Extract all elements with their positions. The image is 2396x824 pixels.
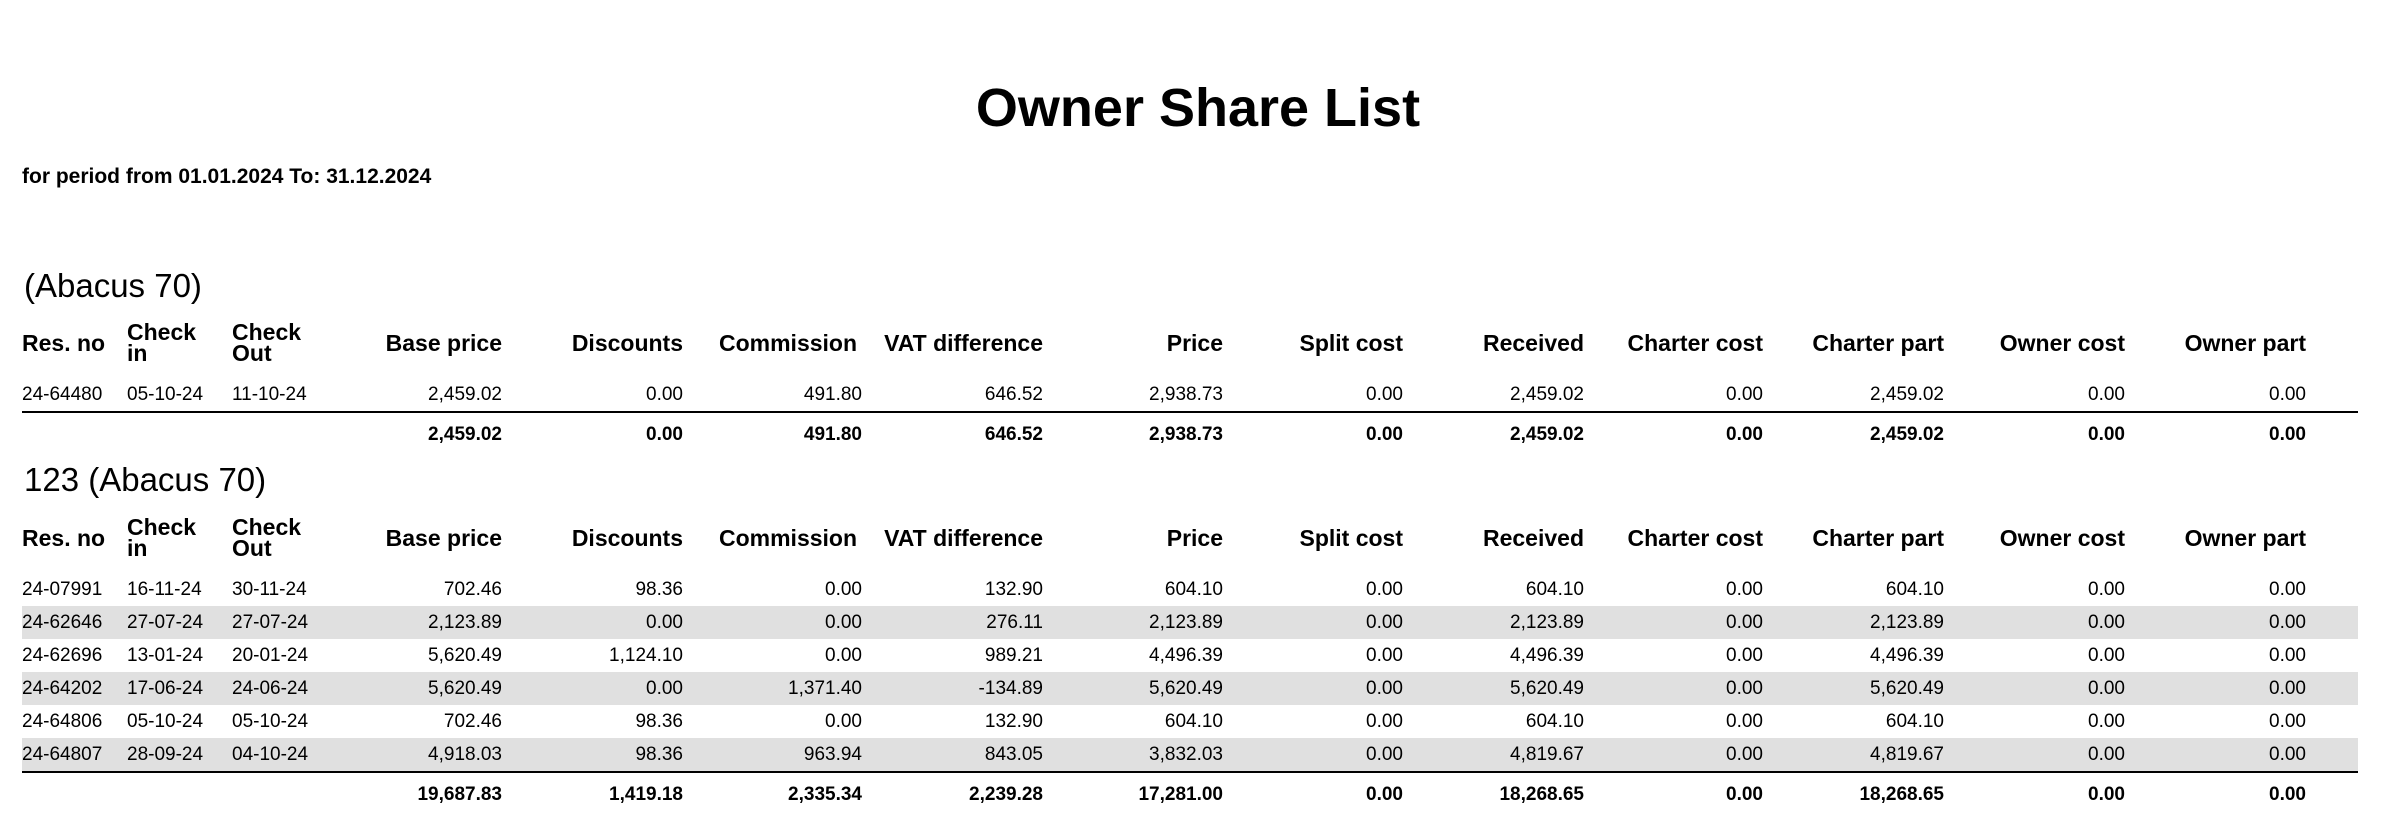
cell-price: 3,832.03 <box>1149 744 1223 765</box>
cell-charter-cost: 0.00 <box>1726 612 1763 633</box>
cell-check-in: 16-11-24 <box>127 579 202 600</box>
cell-split-cost: 0.00 <box>1366 612 1403 633</box>
col-check-in-line2: in <box>127 340 148 366</box>
cell-check-out: 05-10-24 <box>232 711 309 732</box>
cell-price: 2,123.89 <box>1149 612 1223 633</box>
cell-base-price: 702.46 <box>443 711 502 732</box>
cell-res-no: 24-64202 <box>22 678 103 699</box>
cell-commission: 491.80 <box>803 384 862 405</box>
col-charter-cost: Charter cost <box>1627 525 1763 551</box>
cell-price: 5,620.49 <box>1149 678 1223 699</box>
col-received: Received <box>1482 330 1584 356</box>
cell-check-in: 28-09-24 <box>127 744 204 765</box>
cell-price: 604.10 <box>1164 579 1223 600</box>
cell-owner-part: 0.00 <box>2269 744 2306 765</box>
table-header <box>22 319 2358 378</box>
total-split-cost: 0.00 <box>1366 424 1403 445</box>
col-charter-part: Charter part <box>1812 330 1944 356</box>
col-charter-part: Charter part <box>1812 525 1944 551</box>
cell-check-in: 13-01-24 <box>127 645 204 666</box>
total-owner-cost: 0.00 <box>2088 424 2125 445</box>
cell-discounts: 98.36 <box>635 711 683 732</box>
cell-received: 4,819.67 <box>1510 744 1584 765</box>
totals-row <box>22 413 2358 455</box>
cell-split-cost: 0.00 <box>1366 711 1403 732</box>
cell-vat-difference: 132.90 <box>984 711 1043 732</box>
cell-received: 2,459.02 <box>1510 384 1584 405</box>
cell-owner-part: 0.00 <box>2269 384 2306 405</box>
total-charter-cost: 0.00 <box>1726 784 1763 805</box>
cell-charter-part: 604.10 <box>1885 711 1944 732</box>
col-check-out-line1: Check <box>232 319 302 345</box>
col-commission: Commission <box>719 330 858 356</box>
group-title: (Abacus 70) <box>24 267 202 304</box>
cell-base-price: 2,123.89 <box>428 612 502 633</box>
total-commission: 491.80 <box>803 424 862 445</box>
cell-received: 4,496.39 <box>1510 645 1584 666</box>
col-charter-cost: Charter cost <box>1627 330 1763 356</box>
cell-owner-part: 0.00 <box>2269 579 2306 600</box>
cell-received: 604.10 <box>1525 711 1584 732</box>
cell-charter-cost: 0.00 <box>1726 678 1763 699</box>
col-owner-cost: Owner cost <box>1999 330 2125 356</box>
cell-owner-cost: 0.00 <box>2088 579 2125 600</box>
col-split-cost: Split cost <box>1299 525 1403 551</box>
cell-charter-cost: 0.00 <box>1726 579 1763 600</box>
cell-received: 2,123.89 <box>1510 612 1584 633</box>
cell-discounts: 1,124.10 <box>609 645 683 666</box>
cell-charter-part: 2,123.89 <box>1870 612 1944 633</box>
cell-price: 2,938.73 <box>1149 384 1223 405</box>
cell-check-out: 27-07-24 <box>232 612 309 633</box>
total-received: 18,268.65 <box>1499 784 1584 805</box>
cell-check-in: 27-07-24 <box>127 612 204 633</box>
total-split-cost: 0.00 <box>1366 784 1403 805</box>
col-check-in-line1: Check <box>127 319 197 345</box>
cell-res-no: 24-62646 <box>22 612 103 633</box>
cell-charter-cost: 0.00 <box>1726 711 1763 732</box>
cell-owner-cost: 0.00 <box>2088 612 2125 633</box>
col-check-in-line2: in <box>127 535 148 561</box>
table-row <box>22 378 2358 411</box>
col-commission: Commission <box>719 525 858 551</box>
cell-owner-cost: 0.00 <box>2088 645 2125 666</box>
cell-base-price: 4,918.03 <box>428 744 502 765</box>
report-period: for period from 01.01.2024 To: 31.12.2024 <box>22 165 432 188</box>
total-charter-cost: 0.00 <box>1726 424 1763 445</box>
cell-discounts: 98.36 <box>635 579 683 600</box>
group-table <box>22 319 2358 455</box>
total-vat-difference: 646.52 <box>984 424 1043 445</box>
cell-base-price: 5,620.49 <box>428 678 502 699</box>
cell-discounts: 0.00 <box>646 384 683 405</box>
total-vat-difference: 2,239.28 <box>969 784 1043 805</box>
cell-charter-part: 604.10 <box>1885 579 1944 600</box>
col-check-out-line2: Out <box>232 340 272 366</box>
cell-base-price: 702.46 <box>443 579 502 600</box>
cell-owner-part: 0.00 <box>2269 612 2306 633</box>
table-row <box>22 705 2358 738</box>
cell-discounts: 98.36 <box>635 744 683 765</box>
cell-charter-cost: 0.00 <box>1726 645 1763 666</box>
group-table <box>22 514 2358 815</box>
col-check-in <box>127 514 197 561</box>
cell-discounts: 0.00 <box>646 612 683 633</box>
cell-vat-difference: -134.89 <box>978 678 1043 699</box>
cell-vat-difference: 276.11 <box>986 612 1043 633</box>
cell-commission: 0.00 <box>825 711 862 732</box>
cell-received: 5,620.49 <box>1510 678 1584 699</box>
cell-charter-part: 4,819.67 <box>1870 744 1944 765</box>
cell-res-no: 24-64807 <box>22 744 103 765</box>
cell-owner-cost: 0.00 <box>2088 744 2125 765</box>
cell-commission: 0.00 <box>825 612 862 633</box>
cell-res-no: 24-07991 <box>22 579 103 600</box>
cell-charter-part: 4,496.39 <box>1870 645 1944 666</box>
total-owner-part: 0.00 <box>2269 784 2306 805</box>
cell-check-out: 04-10-24 <box>232 744 309 765</box>
col-base-price: Base price <box>385 525 502 551</box>
total-base-price: 2,459.02 <box>428 424 502 445</box>
cell-split-cost: 0.00 <box>1366 384 1403 405</box>
group-title: 123 (Abacus 70) <box>24 461 267 498</box>
cell-check-in: 05-10-24 <box>127 384 204 405</box>
cell-received: 604.10 <box>1525 579 1584 600</box>
cell-split-cost: 0.00 <box>1366 645 1403 666</box>
cell-base-price: 5,620.49 <box>428 645 502 666</box>
total-charter-part: 18,268.65 <box>1859 784 1944 805</box>
cell-split-cost: 0.00 <box>1366 744 1403 765</box>
table-row <box>22 573 2358 606</box>
cell-res-no: 24-64806 <box>22 711 103 732</box>
total-charter-part: 2,459.02 <box>1870 424 1944 445</box>
cell-charter-part: 2,459.02 <box>1870 384 1944 405</box>
col-owner-cost: Owner cost <box>1999 525 2125 551</box>
cell-base-price: 2,459.02 <box>428 384 502 405</box>
cell-commission: 0.00 <box>825 645 862 666</box>
cell-charter-cost: 0.00 <box>1726 384 1763 405</box>
cell-commission: 1,371.40 <box>788 678 862 699</box>
cell-check-in: 05-10-24 <box>127 711 204 732</box>
cell-owner-cost: 0.00 <box>2088 678 2125 699</box>
table-header <box>22 514 2358 573</box>
cell-check-in: 17-06-24 <box>127 678 204 699</box>
col-vat-difference: VAT difference <box>884 330 1043 356</box>
col-vat-difference: VAT difference <box>884 525 1043 551</box>
cell-commission: 963.94 <box>803 744 862 765</box>
report-title: Owner Share List <box>975 78 1421 138</box>
table-row <box>22 606 2358 639</box>
col-discounts: Discounts <box>571 525 683 551</box>
col-base-price: Base price <box>385 330 502 356</box>
cell-vat-difference: 132.90 <box>984 579 1043 600</box>
col-check-out-line1: Check <box>232 514 302 540</box>
col-res-no: Res. no <box>22 525 106 551</box>
cell-check-out: 30-11-24 <box>232 579 307 600</box>
total-owner-part: 0.00 <box>2269 424 2306 445</box>
cell-vat-difference: 989.21 <box>984 645 1043 666</box>
col-check-in-line1: Check <box>127 514 197 540</box>
col-price: Price <box>1166 525 1223 551</box>
cell-owner-cost: 0.00 <box>2088 711 2125 732</box>
cell-check-out: 20-01-24 <box>232 645 309 666</box>
cell-vat-difference: 646.52 <box>984 384 1043 405</box>
col-check-out <box>232 514 302 561</box>
cell-check-out: 24-06-24 <box>232 678 309 699</box>
col-split-cost: Split cost <box>1299 330 1403 356</box>
col-check-out-line2: Out <box>232 535 272 561</box>
cell-res-no: 24-64480 <box>22 384 103 405</box>
cell-split-cost: 0.00 <box>1366 678 1403 699</box>
col-discounts: Discounts <box>571 330 683 356</box>
cell-owner-part: 0.00 <box>2269 645 2306 666</box>
col-res-no: Res. no <box>22 330 106 356</box>
totals-row <box>22 773 2358 815</box>
cell-owner-part: 0.00 <box>2269 711 2306 732</box>
total-owner-cost: 0.00 <box>2088 784 2125 805</box>
cell-price: 4,496.39 <box>1149 645 1223 666</box>
cell-vat-difference: 843.05 <box>984 744 1043 765</box>
table-row <box>22 738 2358 771</box>
col-price: Price <box>1166 330 1223 356</box>
col-check-out <box>232 319 302 366</box>
total-discounts: 1,419.18 <box>609 784 683 805</box>
total-commission: 2,335.34 <box>788 784 862 805</box>
cell-check-out: 11-10-24 <box>232 384 307 405</box>
cell-split-cost: 0.00 <box>1366 579 1403 600</box>
table-row <box>22 672 2358 705</box>
cell-owner-cost: 0.00 <box>2088 384 2125 405</box>
table-row <box>22 639 2358 672</box>
cell-price: 604.10 <box>1164 711 1223 732</box>
col-owner-part: Owner part <box>2184 525 2306 551</box>
cell-charter-cost: 0.00 <box>1726 744 1763 765</box>
col-check-in <box>127 319 197 366</box>
total-base-price: 19,687.83 <box>417 784 502 805</box>
total-received: 2,459.02 <box>1510 424 1584 445</box>
col-received: Received <box>1482 525 1584 551</box>
cell-owner-part: 0.00 <box>2269 678 2306 699</box>
total-price: 2,938.73 <box>1149 424 1223 445</box>
total-price: 17,281.00 <box>1138 784 1223 805</box>
cell-discounts: 0.00 <box>646 678 683 699</box>
col-owner-part: Owner part <box>2184 330 2306 356</box>
cell-commission: 0.00 <box>825 579 862 600</box>
cell-charter-part: 5,620.49 <box>1870 678 1944 699</box>
total-discounts: 0.00 <box>646 424 683 445</box>
cell-res-no: 24-62696 <box>22 645 103 666</box>
